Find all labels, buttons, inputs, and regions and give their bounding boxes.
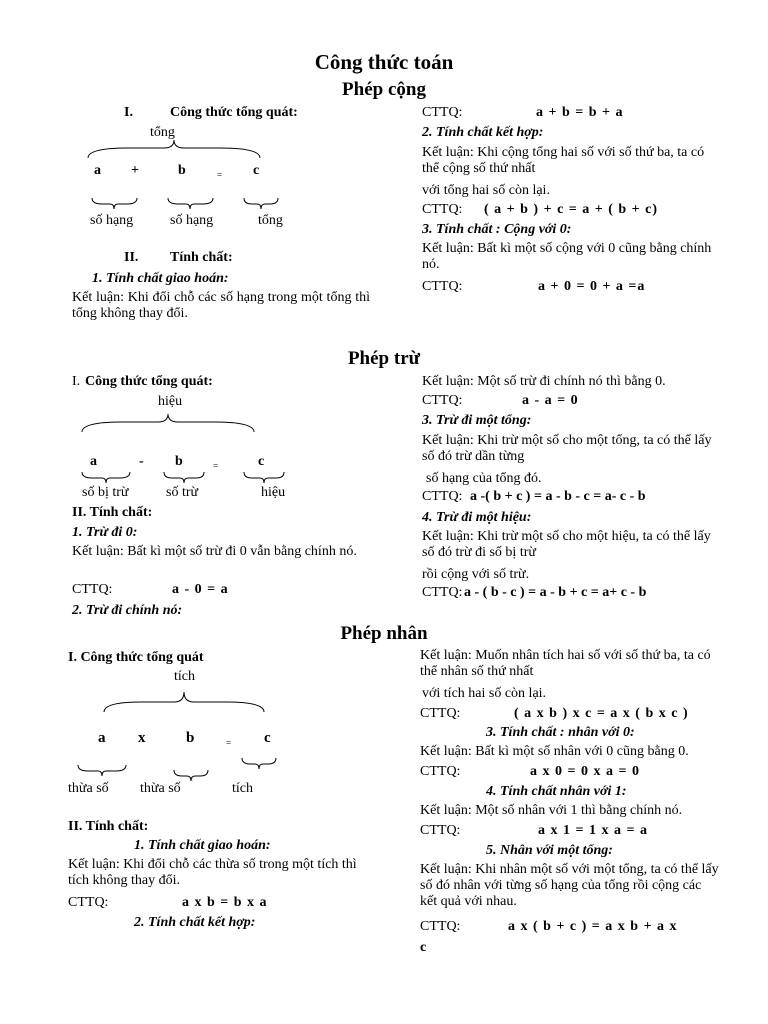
sub-prop4-text: Kết luận: Khi trừ một số cho một hiệu, ta có thể lấy số đó trừ đi số bị trừ — [422, 529, 711, 561]
sub-var-b: b — [175, 454, 183, 469]
add-prop1-title: 1. Tính chất giao hoán: — [92, 271, 229, 286]
add-label-term1: số hạng — [90, 213, 134, 228]
mul-top-brace — [104, 692, 264, 714]
mul-top-label: tích — [174, 669, 195, 684]
sub-r0-formula: a - a = 0 — [522, 393, 579, 408]
sub-brace-3 — [244, 472, 284, 484]
sub-prop4-text2: rồi cộng với số trừ. — [422, 567, 530, 582]
add-r1-formula: a + b = b + a — [536, 105, 624, 120]
sub-eq: = — [213, 461, 219, 471]
mul-sec2-label: II. Tính chất: — [68, 819, 149, 834]
mul-r2-label: CTTQ: — [420, 706, 461, 721]
add-var-c: c — [253, 163, 260, 178]
sub-r3-formula: a -( b + c ) = a - b - c = a- c - b — [470, 489, 646, 504]
add-sec2-label: Tính chất: — [170, 250, 233, 265]
sub-l1-formula: a - 0 = a — [172, 582, 229, 597]
add-r3-formula: a + 0 = 0 + a =a — [538, 279, 646, 294]
mul-label-product: tích — [232, 781, 253, 796]
mul-prop5-title: 5. Nhân với một tổng: — [486, 843, 613, 858]
sub-r0-text: Kết luận: Một số trừ đi chính nó thì bằng 0. — [422, 374, 666, 389]
sub-label-minuend: số bị trừ — [82, 485, 129, 500]
add-r1-label: CTTQ: — [422, 105, 463, 120]
add-op: + — [131, 163, 139, 178]
mul-var-a: a — [98, 730, 106, 746]
section-heading-add: Phép cộng — [342, 79, 426, 100]
add-prop2-text2: với tổng hai số còn lại. — [422, 183, 550, 198]
sub-prop3-text: Kết luận: Khi trừ một số cho một tổng, ta có thể lấy số đó trừ dần từng — [422, 433, 712, 465]
sub-prop3-text2: số hạng của tổng đó. — [426, 471, 542, 486]
mul-r2-text: Kết luận: Muốn nhân tích hai số với số thứ ba, ta có thể nhân số thứ nhất — [420, 648, 711, 680]
sub-prop3-title: 3. Trừ đi một tổng: — [422, 413, 532, 428]
mul-prop3-text: Kết luận: Bất kì một số nhân với 0 cũng bằng 0. — [420, 744, 689, 759]
mul-var-b: b — [186, 730, 195, 746]
add-prop1-text: Kết luận: Khi đổi chỗ các số hạng trong một tổng thì tổng không thay đổi. — [72, 290, 370, 322]
mul-r5-label: CTTQ: — [420, 919, 461, 934]
add-var-b: b — [178, 163, 186, 178]
mul-prop1-text: Kết luận: Khi đổi chỗ các thừa số trong một tích thì tích không thay đổi. — [68, 857, 357, 889]
add-sec1-label: Công thức tổng quát: — [170, 105, 298, 120]
add-prop3-title: 3. Tính chất : Cộng với 0: — [422, 222, 572, 237]
mul-brace-3 — [242, 758, 276, 770]
mul-label-factor1: thừa số — [68, 781, 109, 796]
section-heading-sub: Phép trừ — [347, 348, 421, 369]
add-sec1-num: I. — [124, 105, 133, 120]
add-prop2-title: 2. Tính chất kết hợp: — [422, 125, 544, 140]
add-label-sum: tổng — [258, 213, 283, 228]
mul-r2-formula: ( a x b ) x c = a x ( b x c ) — [514, 706, 689, 721]
sub-prop4-title: 4. Trừ đi một hiệu: — [422, 510, 532, 525]
sub-brace-1 — [82, 472, 130, 484]
add-r3-label: CTTQ: — [422, 279, 463, 294]
sub-prop2-title: 2. Trừ đi chính nó: — [72, 603, 183, 618]
sub-brace-2 — [164, 472, 204, 484]
add-brace-1 — [92, 198, 137, 210]
sub-label-difference: hiệu — [261, 485, 286, 500]
add-top-brace — [88, 140, 260, 160]
mul-sec1-label: I. Công thức tổng quát — [68, 650, 204, 665]
add-label-term2: số hạng — [170, 213, 214, 228]
sub-sec1-label: Công thức tổng quát: — [85, 374, 213, 389]
sub-top-brace — [82, 414, 254, 434]
sub-r4-formula: a - ( b - c ) = a - b + c = a+ c - b — [464, 585, 647, 600]
mul-label-factor2: thừa số — [140, 781, 181, 796]
mul-r4-label: CTTQ: — [420, 823, 461, 838]
page-title: Công thức toán — [314, 50, 454, 74]
section-heading-mul: Phép nhân — [340, 623, 428, 644]
sub-sec1-num: I. — [72, 374, 81, 389]
mul-r5-formula: a x ( b + c ) = a x b + a x — [508, 919, 678, 934]
mul-var-c: c — [264, 730, 271, 746]
sub-var-a: a — [90, 454, 97, 469]
add-var-a: a — [94, 163, 101, 178]
add-brace-2 — [168, 198, 213, 210]
mul-r3-label: CTTQ: — [420, 764, 461, 779]
sub-op: - — [139, 454, 144, 469]
mul-brace-1 — [78, 765, 126, 777]
mul-r3-formula: a x 0 = 0 x a = 0 — [530, 764, 640, 779]
mul-op: x — [138, 730, 146, 746]
mul-prop2-title: 2. Tính chất kết hợp: — [134, 915, 256, 930]
sub-l1-label: CTTQ: — [72, 582, 113, 597]
mul-prop1-title: 1. Tính chất giao hoán: — [134, 838, 271, 853]
mul-l1-formula: a x b = b x a — [182, 895, 268, 910]
mul-prop3-title: 3. Tính chất : nhân với 0: — [486, 725, 635, 740]
sub-label-subtrahend: số trừ — [166, 485, 199, 500]
add-r2-formula: ( a + b ) + c = a + ( b + c) — [484, 202, 659, 217]
sub-prop1-text: Kết luận: Bất kì một số trừ đi 0 vẫn bằng chính nó. — [72, 544, 357, 559]
mul-eq: = — [226, 738, 232, 748]
mul-prop4-title: 4. Tính chất nhân với 1: — [486, 784, 627, 799]
sub-prop1-title: 1. Trừ đi 0: — [72, 525, 138, 540]
sub-sec2-label: II. Tính chất: — [72, 505, 153, 520]
mul-r2-text2: với tích hai số còn lại. — [422, 686, 547, 701]
add-prop2-text: Kết luận: Khi cộng tổng hai số với số thứ ba, ta có thể cộng số thứ nhất — [422, 145, 705, 177]
add-eq: = — [217, 170, 223, 180]
mul-prop5-text: Kết luận: Khi nhân một số với một tổng, ta có thể lấy số đó nhân với từng số hạng của tổng rồi cộng các kết quả với nhau. — [420, 862, 719, 910]
sub-var-c: c — [258, 454, 265, 469]
add-brace-3 — [244, 198, 278, 210]
mul-l1-label: CTTQ: — [68, 895, 109, 910]
mul-prop4-text: Kết luận: Một số nhân với 1 thì bằng chính nó. — [420, 803, 683, 818]
add-r2-label: CTTQ: — [422, 202, 463, 217]
sub-r0-label: CTTQ: — [422, 393, 463, 408]
sub-r3-label: CTTQ: — [422, 489, 463, 504]
add-prop3-text: Kết luận: Bất kì một số cộng với 0 cũng bằng chính nó. — [422, 241, 712, 273]
mul-r4-formula: a x 1 = 1 x a = a — [538, 823, 648, 838]
add-top-label: tổng — [150, 125, 175, 140]
sub-r4-label: CTTQ: — [422, 585, 463, 600]
add-sec2-num: II. — [124, 250, 139, 265]
sub-top-label: hiệu — [158, 394, 183, 409]
mul-r5-formula2: c — [420, 940, 427, 955]
